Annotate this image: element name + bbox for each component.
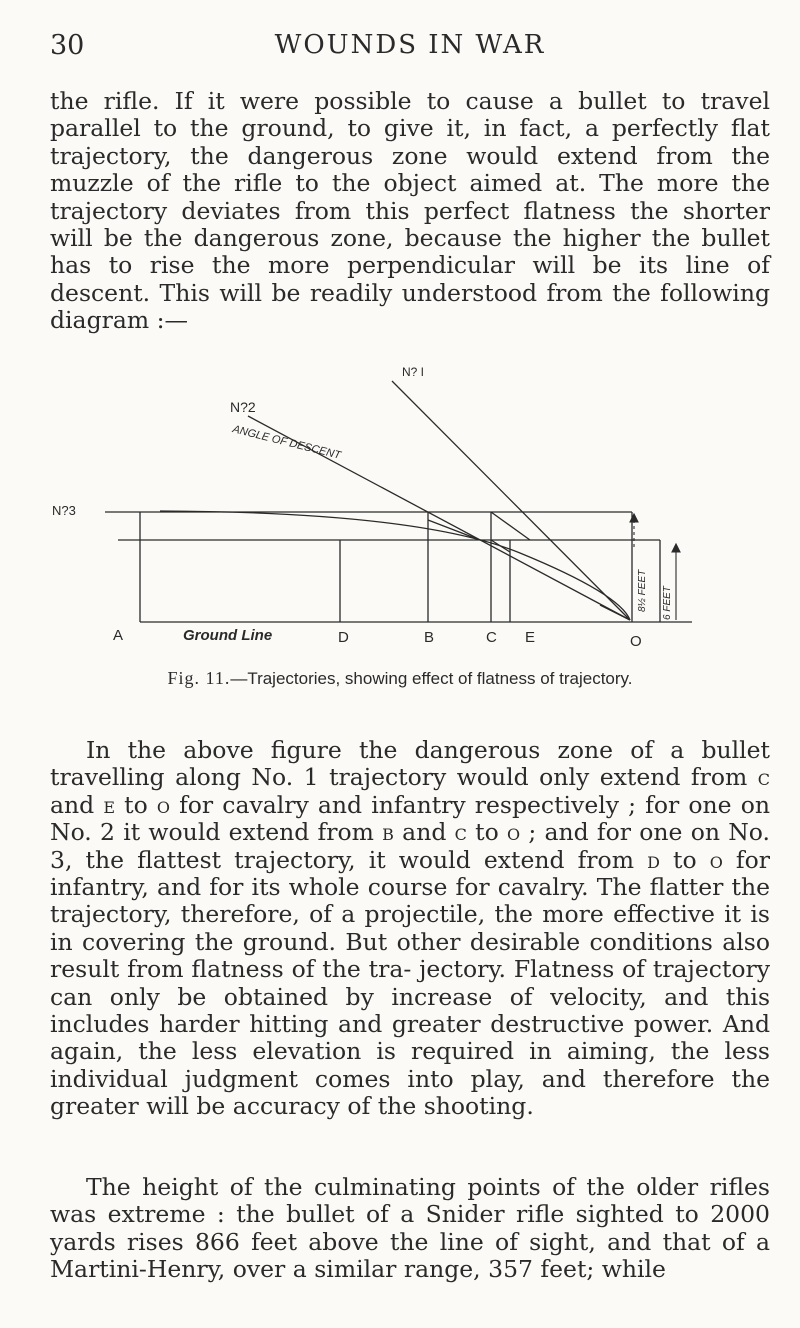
label-e: E (525, 629, 536, 646)
text-run: and (50, 790, 104, 819)
label-no3: N?3 (52, 503, 76, 518)
trajectory-diagram (0, 355, 800, 705)
paragraph-explanation (50, 737, 770, 1121)
point-o: o (506, 818, 521, 847)
figure-caption-label: Fig. 11. (167, 668, 231, 688)
label-a: A (113, 627, 124, 644)
text-run: ; and for one on No. 3, the flattest trajectory, it would extend from (50, 818, 770, 874)
figure-caption (0, 668, 800, 689)
label-6-feet: 6 FEET (662, 586, 673, 620)
figure-caption-text: —Trajectories, showing effect of flatness of trajectory. (230, 669, 633, 688)
label-o: O (630, 633, 642, 650)
label-no1: N? I (402, 365, 425, 379)
label-c: C (486, 629, 497, 646)
point-c: c (757, 763, 770, 792)
text-run: for infantry, and for its whole course for cavalry. The flatter the trajectory, therefore, of a projectile, the more effective it is in covering the ground. But other desirable conditions also result from flatness of the tra- jectory. Flatness of trajectory can only be obtained by increase of velocity, and this includes harder hitting and greater destructive power. And again, the less elevation is required in aiming, the less individual judgment comes into play, and therefore the greater will be accuracy of the shooting. (50, 845, 770, 1121)
running-head: WOUNDS IN WAR (274, 30, 546, 60)
label-no2: N?2 (230, 399, 256, 415)
label-8-feet: 8½ FEET (637, 569, 648, 612)
page-number: 30 (50, 30, 85, 61)
point-c: c (454, 818, 467, 847)
point-o: o (156, 790, 170, 819)
label-d: D (338, 629, 349, 646)
text-run: to (115, 790, 157, 819)
label-b: B (424, 629, 435, 646)
text-run: In the above figure the dangerous zone of a bullet travelling along No. 1 trajectory would only extend from (50, 736, 770, 792)
text-run: to (659, 845, 710, 874)
point-e: e (103, 790, 115, 819)
text-run: for cavalry and infantry respectively ; for one on No. 2 it would extend from (50, 790, 770, 847)
text-run: to (466, 818, 507, 847)
paragraph-culminating-points: The height of the culminating points of the older rifles was extreme : the bullet of a Snider rifle sighted to 2000 yards rises 866 feet above the line of sight, and that of a Martini-Henry, over a similar range, 357 feet; while (50, 1173, 770, 1284)
page-header (50, 30, 770, 80)
label-angle-of-descent: ANGLE OF DESCENT (231, 423, 342, 462)
point-b: b (382, 818, 394, 847)
paragraph-intro: the rifle. If it were possible to cause a bullet to travel parallel to the ground, to give it, in fact, a perfectly flat trajectory, the dangerous zone would extend from the muzzle of the rifle to the object aimed at. The more the trajectory deviates from this perfect flatness the shorter will be the dangerous zone, because the higher the bullet has to rise the more perpendicular will be its line of descent. This will be readily understood from the following diagram :— (50, 87, 770, 335)
diagram-svg (0, 355, 800, 675)
label-ground-line: Ground Line (183, 627, 273, 644)
point-o: o (709, 845, 723, 874)
trajectory-no3 (160, 511, 630, 620)
point-d: d (647, 845, 660, 874)
text-run: and (393, 818, 455, 847)
